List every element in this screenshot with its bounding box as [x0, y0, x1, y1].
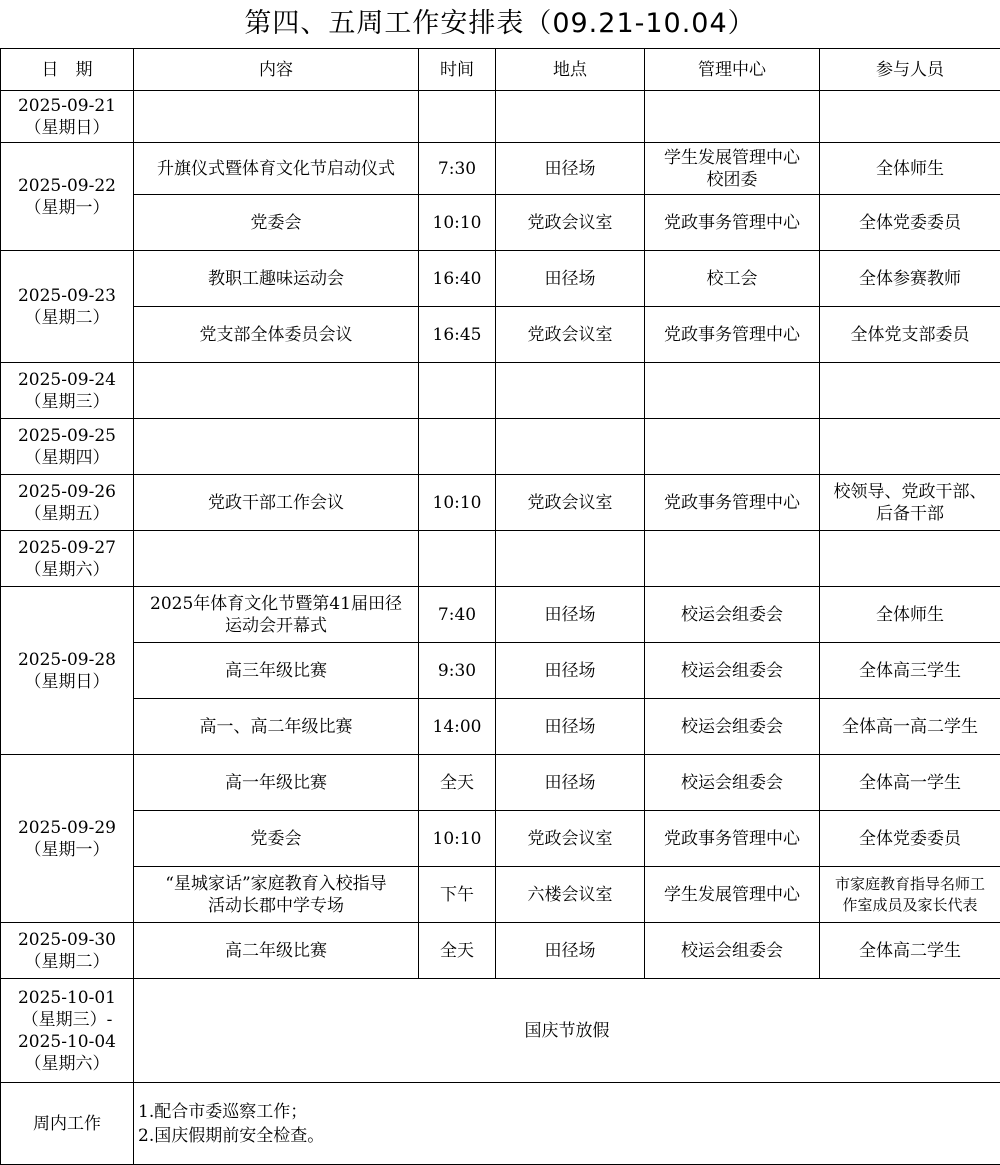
- time-text: 10:10: [433, 213, 482, 233]
- content-cell: [134, 143, 419, 195]
- place-text: 田径场: [545, 159, 596, 179]
- content-text: 升旗仪式暨体育文化节启动仪式: [157, 159, 395, 179]
- content-cell: [134, 195, 419, 251]
- center-text: 校工会: [707, 269, 758, 289]
- content-cell: [134, 923, 419, 979]
- header-date: 日 期: [1, 49, 134, 91]
- holiday-row: [1, 979, 1000, 1083]
- place-cell: [496, 811, 645, 867]
- weekday-text: （星期二）: [25, 308, 110, 328]
- place-cell: [496, 91, 645, 143]
- people-cell: [820, 811, 1000, 867]
- header-content: 内容: [134, 49, 419, 91]
- people-text: 全体党支部委员: [851, 325, 970, 345]
- people-cell: [820, 531, 1000, 587]
- people-text: 全体师生: [876, 159, 944, 179]
- center-cell: [645, 363, 820, 419]
- schedule-row: [1, 587, 1000, 643]
- schedule-row: [1, 867, 1000, 923]
- date-cell: [1, 923, 134, 979]
- place-cell: [496, 587, 645, 643]
- center-cell: [645, 923, 820, 979]
- center-text: 党政事务管理中心: [664, 325, 800, 345]
- time-cell: [419, 475, 496, 531]
- date-cell: [1, 91, 134, 143]
- holiday-label: 国庆节放假: [525, 1021, 610, 1041]
- people-text: 全体参赛教师: [859, 269, 961, 289]
- people-text: 全体党委委员: [859, 213, 961, 233]
- center-text: 党政事务管理中心: [664, 829, 800, 849]
- people-text: 全体党委委员: [859, 829, 961, 849]
- people-text: 全体高二学生: [859, 941, 961, 961]
- content-text: 高一、高二年级比赛: [200, 717, 353, 737]
- schedule-row: [1, 91, 1000, 143]
- place-text: 党政会议室: [528, 829, 613, 849]
- content-text-line: 活动长郡中学专场: [208, 896, 344, 916]
- schedule-table: [0, 48, 1000, 1165]
- place-cell: [496, 475, 645, 531]
- center-text: 校运会组委会: [681, 605, 783, 625]
- schedule-row: [1, 531, 1000, 587]
- date-cell: [1, 251, 134, 363]
- content-cell: [134, 699, 419, 755]
- content-cell: [134, 867, 419, 923]
- schedule-row: [1, 143, 1000, 195]
- center-cell: [645, 587, 820, 643]
- schedule-row: [1, 699, 1000, 755]
- weekday-text: （星期日）: [25, 672, 110, 692]
- center-text-line: 学生发展管理中心: [664, 148, 800, 168]
- time-cell: [419, 419, 496, 475]
- content-cell: [134, 419, 419, 475]
- content-text-line: “星城家话”家庭教育入校指导: [165, 874, 386, 894]
- place-text: 田径场: [545, 661, 596, 681]
- time-cell: [419, 143, 496, 195]
- schedule-row: [1, 755, 1000, 811]
- date-text: 2025-09-21: [18, 96, 116, 116]
- date-cell: [1, 475, 134, 531]
- content-cell: [134, 811, 419, 867]
- center-cell: [645, 755, 820, 811]
- date-text: 2025-09-28: [18, 650, 116, 670]
- date-text: 2025-09-26: [18, 482, 116, 502]
- holiday-date-cell: [1, 979, 134, 1083]
- schedule-row: [1, 643, 1000, 699]
- people-text-line: 后备干部: [876, 504, 944, 524]
- place-text: 田径场: [545, 717, 596, 737]
- people-text-line: 作室成员及家长代表: [842, 896, 977, 914]
- people-cell: [820, 643, 1000, 699]
- content-cell: [134, 251, 419, 307]
- people-cell: [820, 755, 1000, 811]
- content-text-line: 运动会开幕式: [225, 616, 327, 636]
- content-text: 党委会: [251, 213, 302, 233]
- schedule-row: [1, 363, 1000, 419]
- place-cell: [496, 251, 645, 307]
- date-text: 2025-09-22: [18, 176, 116, 196]
- center-cell: [645, 811, 820, 867]
- place-cell: [496, 699, 645, 755]
- date-text: 2025-09-30: [18, 930, 116, 950]
- time-cell: [419, 643, 496, 699]
- place-cell: [496, 307, 645, 363]
- date-cell: [1, 531, 134, 587]
- content-text: 党政干部工作会议: [208, 493, 344, 513]
- weekly-item: 1.配合市委巡察工作；: [138, 1100, 998, 1124]
- people-text-line: 校领导、党政干部、: [834, 482, 987, 502]
- content-cell: [134, 755, 419, 811]
- time-text: 全天: [440, 941, 474, 961]
- place-cell: [496, 419, 645, 475]
- time-cell: [419, 923, 496, 979]
- people-cell: [820, 143, 1000, 195]
- people-cell: [820, 307, 1000, 363]
- time-cell: [419, 91, 496, 143]
- content-cell: [134, 587, 419, 643]
- time-text: 下午: [440, 885, 474, 905]
- time-cell: [419, 755, 496, 811]
- people-cell: [820, 251, 1000, 307]
- schedule-row: [1, 307, 1000, 363]
- time-text: 全天: [440, 773, 474, 793]
- center-text: 校运会组委会: [681, 717, 783, 737]
- content-text-line: 2025年体育文化节暨第41届田径: [150, 594, 402, 614]
- weekday-text: （星期一）: [25, 840, 110, 860]
- time-text: 7:30: [438, 159, 476, 179]
- time-cell: [419, 587, 496, 643]
- place-text: 田径场: [545, 605, 596, 625]
- place-text: 党政会议室: [528, 213, 613, 233]
- center-cell: [645, 91, 820, 143]
- schedule-row: [1, 475, 1000, 531]
- weekday-text: （星期二）: [25, 952, 110, 972]
- holiday-date-line: 2025-10-01: [18, 988, 116, 1008]
- date-text: 2025-09-29: [18, 818, 116, 838]
- center-text: 校运会组委会: [681, 773, 783, 793]
- people-cell: [820, 195, 1000, 251]
- schedule-body: [1, 91, 1000, 1165]
- time-cell: [419, 867, 496, 923]
- date-text: 2025-09-24: [18, 370, 116, 390]
- date-cell: [1, 419, 134, 475]
- content-cell: [134, 475, 419, 531]
- place-text: 田径场: [545, 269, 596, 289]
- content-cell: [134, 91, 419, 143]
- holiday-date-line: 2025-10-04: [18, 1032, 116, 1052]
- center-cell: [645, 699, 820, 755]
- content-text: 高一年级比赛: [225, 773, 327, 793]
- header-people: 参与人员: [820, 49, 1000, 91]
- schedule-row: [1, 195, 1000, 251]
- content-text: 党支部全体委员会议: [200, 325, 353, 345]
- people-cell: [820, 923, 1000, 979]
- place-cell: [496, 531, 645, 587]
- place-text: 党政会议室: [528, 325, 613, 345]
- header-center: 管理中心: [645, 49, 820, 91]
- place-text: 田径场: [545, 941, 596, 961]
- content-cell: [134, 531, 419, 587]
- weekday-text: （星期一）: [25, 198, 110, 218]
- place-cell: [496, 755, 645, 811]
- time-text: 16:40: [433, 269, 482, 289]
- place-cell: [496, 195, 645, 251]
- time-text: 10:10: [433, 493, 482, 513]
- page-title: 第四、五周工作安排表（09.21-10.04）: [0, 0, 1000, 48]
- place-cell: [496, 143, 645, 195]
- people-cell: [820, 363, 1000, 419]
- people-cell: [820, 91, 1000, 143]
- center-text: 党政事务管理中心: [664, 493, 800, 513]
- place-text: 六楼会议室: [528, 885, 613, 905]
- time-cell: [419, 307, 496, 363]
- place-cell: [496, 923, 645, 979]
- place-text: 田径场: [545, 773, 596, 793]
- date-text: 2025-09-25: [18, 426, 116, 446]
- time-cell: [419, 195, 496, 251]
- place-cell: [496, 363, 645, 419]
- weekday-text: （星期四）: [25, 448, 110, 468]
- header-place: 地点: [496, 49, 645, 91]
- center-cell: [645, 475, 820, 531]
- people-text-line: 市家庭教育指导名师工: [835, 875, 985, 893]
- content-text: 教职工趣味运动会: [208, 269, 344, 289]
- weekday-text: （星期五）: [25, 504, 110, 524]
- weekday-text: （星期三）: [25, 392, 110, 412]
- center-cell: [645, 143, 820, 195]
- header-row: [1, 49, 1000, 91]
- center-text: 学生发展管理中心: [664, 885, 800, 905]
- center-cell: [645, 531, 820, 587]
- weekday-text: （星期六）: [25, 560, 110, 580]
- center-cell: [645, 251, 820, 307]
- content-text: 高二年级比赛: [225, 941, 327, 961]
- time-text: 16:45: [433, 325, 482, 345]
- time-text: 7:40: [438, 605, 476, 625]
- center-text: 党政事务管理中心: [664, 213, 800, 233]
- schedule-row: [1, 811, 1000, 867]
- people-cell: [820, 419, 1000, 475]
- weekly-items-cell: [134, 1083, 1000, 1165]
- time-cell: [419, 363, 496, 419]
- people-cell: [820, 587, 1000, 643]
- date-cell: [1, 143, 134, 251]
- center-cell: [645, 643, 820, 699]
- date-cell: [1, 755, 134, 923]
- place-cell: [496, 867, 645, 923]
- weekly-label-cell: [1, 1083, 134, 1165]
- time-text: 14:00: [433, 717, 482, 737]
- people-cell: [820, 867, 1000, 923]
- date-cell: [1, 587, 134, 755]
- time-cell: [419, 699, 496, 755]
- place-cell: [496, 643, 645, 699]
- time-cell: [419, 531, 496, 587]
- date-cell: [1, 363, 134, 419]
- content-cell: [134, 307, 419, 363]
- holiday-date-line: （星期六）: [25, 1054, 110, 1074]
- center-cell: [645, 867, 820, 923]
- weekly-label: 周内工作: [33, 1114, 101, 1134]
- schedule-row: [1, 923, 1000, 979]
- weekly-work-row: [1, 1083, 1000, 1165]
- people-text: 全体高一学生: [859, 773, 961, 793]
- center-text-line: 校团委: [707, 170, 758, 190]
- center-cell: [645, 419, 820, 475]
- holiday-date-line: （星期三）-: [22, 1010, 113, 1030]
- weekly-item: 2.国庆假期前安全检查。: [138, 1124, 998, 1148]
- content-text: 高三年级比赛: [225, 661, 327, 681]
- header-time: 时间: [419, 49, 496, 91]
- time-cell: [419, 811, 496, 867]
- content-cell: [134, 643, 419, 699]
- content-cell: [134, 363, 419, 419]
- schedule-row: [1, 419, 1000, 475]
- time-text: 10:10: [433, 829, 482, 849]
- content-text: 党委会: [251, 829, 302, 849]
- date-text: 2025-09-27: [18, 538, 116, 558]
- schedule-row: [1, 251, 1000, 307]
- holiday-label-cell: [134, 979, 1000, 1083]
- center-cell: [645, 307, 820, 363]
- time-cell: [419, 251, 496, 307]
- date-text: 2025-09-23: [18, 286, 116, 306]
- people-cell: [820, 475, 1000, 531]
- center-cell: [645, 195, 820, 251]
- weekday-text: （星期日）: [25, 118, 110, 138]
- people-text: 全体高三学生: [859, 661, 961, 681]
- people-text: 全体高一高二学生: [842, 717, 978, 737]
- time-text: 9:30: [438, 661, 476, 681]
- center-text: 校运会组委会: [681, 941, 783, 961]
- people-text: 全体师生: [876, 605, 944, 625]
- people-cell: [820, 699, 1000, 755]
- center-text: 校运会组委会: [681, 661, 783, 681]
- place-text: 党政会议室: [528, 493, 613, 513]
